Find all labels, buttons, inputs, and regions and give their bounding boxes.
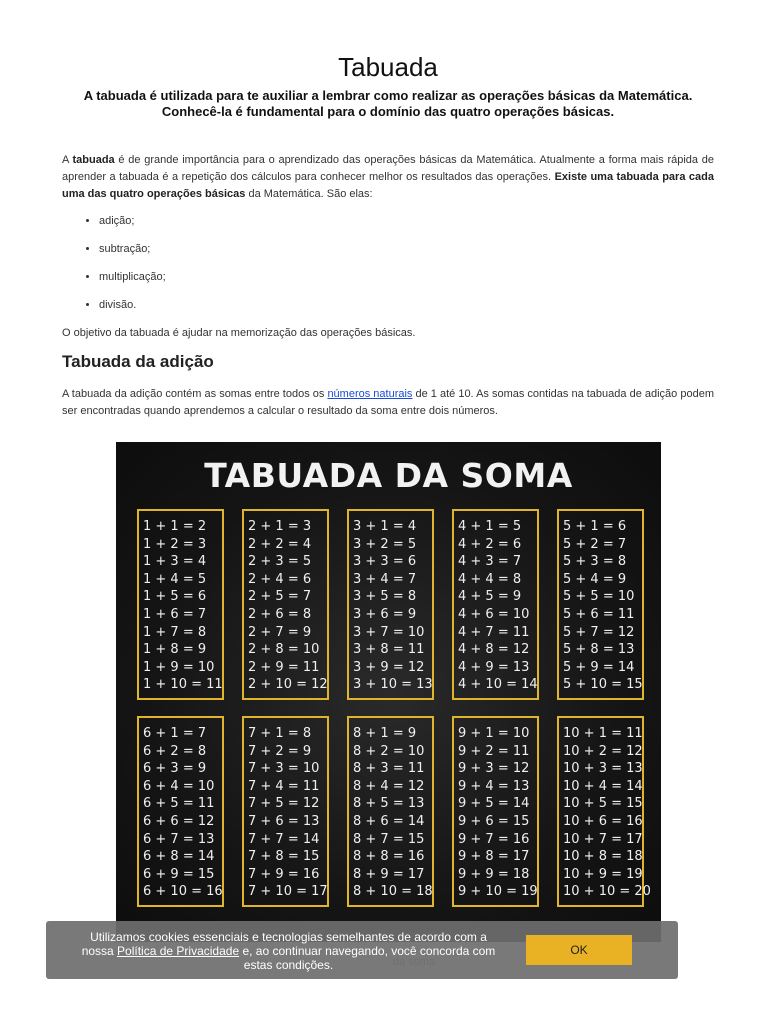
sum-equation: 8 + 1 = 9	[353, 726, 417, 741]
sum-equation: 4 + 3 = 7	[458, 554, 522, 570]
sum-equation: 7 + 9 = 16	[248, 866, 320, 882]
sum-equation: 10 + 9 = 19	[563, 866, 643, 882]
section-text: A tabuada da adição contém as somas entre todos os	[62, 388, 328, 400]
sum-equation: 2 + 8 = 10	[248, 642, 320, 658]
sum-table-box	[452, 509, 539, 700]
sum-table-box	[557, 716, 651, 907]
sum-equation: 3 + 9 = 12	[353, 659, 425, 675]
image-title: TABUADA DA SOMA	[204, 456, 573, 495]
sum-equation: 9 + 1 = 10	[458, 726, 530, 741]
sum-equation: 4 + 4 = 8	[458, 571, 522, 587]
sum-equation: 1 + 6 = 7	[143, 607, 207, 622]
section-heading: Tabuada da adição	[62, 352, 214, 371]
sum-equation: 6 + 1 = 7	[143, 726, 207, 741]
sum-equation: 7 + 4 = 11	[248, 778, 320, 794]
sum-table-box	[137, 509, 224, 700]
list-item: • divisão.	[99, 297, 166, 325]
intro-text: da Matemática. São elas:	[245, 188, 373, 200]
sum-table-box	[242, 509, 329, 700]
sum-equation: 3 + 2 = 5	[353, 536, 417, 552]
sum-equation: 7 + 10 = 17	[248, 884, 328, 900]
sum-table-box	[137, 716, 224, 907]
sum-equation: 6 + 5 = 11	[143, 796, 215, 812]
sum-equation: 1 + 3 = 4	[143, 554, 207, 570]
sum-equation: 10 + 2 = 12	[563, 743, 643, 759]
sum-equation: 10 + 1 = 11	[563, 726, 643, 741]
cookie-banner	[46, 921, 678, 979]
page-title: Tabuada	[338, 52, 438, 82]
list-item: • adição;	[99, 213, 166, 241]
sum-equation: 6 + 7 = 13	[143, 831, 215, 847]
sum-equation: 1 + 9 = 10	[143, 659, 215, 675]
sum-equation: 2 + 2 = 4	[248, 536, 312, 552]
sum-equation: 9 + 8 = 17	[458, 849, 530, 865]
sum-equation: 7 + 1 = 8	[248, 726, 312, 741]
numeros-naturais-link[interactable]: números naturais	[327, 388, 413, 400]
sum-equation: 7 + 2 = 9	[248, 743, 312, 759]
intro-text: A	[62, 154, 73, 166]
sum-equation: 9 + 2 = 11	[458, 743, 530, 759]
sum-equation: 1 + 10 = 11	[143, 677, 223, 693]
sum-equation: 10 + 3 = 13	[563, 761, 643, 777]
sum-equation: 1 + 8 = 9	[143, 642, 207, 658]
sum-equation: 9 + 10 = 19	[458, 884, 538, 900]
section-paragraph	[62, 386, 714, 420]
sum-equation: 8 + 2 = 10	[353, 743, 425, 759]
sum-equation: 3 + 1 = 4	[353, 519, 417, 534]
sum-equation: 2 + 4 = 6	[248, 571, 312, 587]
intro-text: é de grande importância para o aprendizado das operações básicas da Matemática. Atualmente a forma mais rápida de aprender a tabuada é a repetição dos cálculos para conhecer melhor os resultados das operações.	[62, 154, 714, 183]
sum-equation: 10 + 8 = 18	[563, 849, 643, 865]
sum-equation: 6 + 6 = 12	[143, 814, 215, 829]
sum-equation: 3 + 10 = 13	[353, 677, 433, 693]
sum-equation: 2 + 10 = 12	[248, 677, 328, 693]
sum-equation: 7 + 7 = 14	[248, 831, 320, 847]
tabuada-soma-image	[116, 442, 661, 942]
sum-equation: 4 + 7 = 11	[458, 624, 530, 640]
sum-equation: 5 + 1 = 6	[563, 519, 627, 534]
sum-equation: 4 + 1 = 5	[458, 519, 522, 534]
sum-equation: 5 + 7 = 12	[563, 624, 635, 640]
sum-equation: 3 + 6 = 9	[353, 607, 417, 622]
section-text: de 1 até 10. As somas contidas na tabuada de adição podem ser encontradas quando aprendemos a calcular o resultado da soma entre dois números.	[62, 388, 714, 417]
sum-table-box	[452, 716, 539, 907]
sum-equation: 7 + 5 = 12	[248, 796, 320, 812]
cookie-text	[76, 930, 501, 972]
sum-equation: 7 + 8 = 15	[248, 849, 320, 865]
sum-equation: 3 + 8 = 11	[353, 642, 425, 658]
sum-equation: 4 + 9 = 13	[458, 659, 530, 675]
cookie-text-part: e, ao continuar navegando, você concorda com estas condições.	[239, 944, 496, 972]
sum-equation: 2 + 9 = 11	[248, 659, 320, 675]
sum-equation: 2 + 5 = 7	[248, 589, 312, 605]
sum-equation: 5 + 9 = 14	[563, 659, 635, 675]
sum-equation: 9 + 9 = 18	[458, 866, 530, 882]
sum-equation: 3 + 7 = 10	[353, 624, 425, 640]
intro-bold-tabuada: tabuada	[72, 154, 115, 166]
sum-equation: 2 + 3 = 5	[248, 554, 312, 570]
sum-equation: 1 + 1 = 2	[143, 519, 207, 534]
sum-equation: 9 + 3 = 12	[458, 761, 530, 777]
cookie-text-part: Utilizamos cookies essenciais e tecnologias semelhantes de acordo com a nossa	[81, 930, 487, 958]
sum-equation: 9 + 7 = 16	[458, 831, 530, 847]
sum-equation: 6 + 2 = 8	[143, 743, 207, 759]
list-item: • subtração;	[99, 241, 166, 269]
sum-table-box	[347, 716, 434, 907]
list-item: • multiplicação;	[99, 269, 166, 297]
sum-equation: 9 + 6 = 15	[458, 814, 530, 829]
ok-button[interactable]: OK	[526, 935, 632, 965]
sum-table-box	[242, 716, 329, 907]
sum-equation: 4 + 2 = 6	[458, 536, 522, 552]
sum-table-box	[347, 509, 434, 700]
sum-equation: 6 + 9 = 15	[143, 866, 215, 882]
intro-bold-four-operations: Existe uma tabuada para cada uma das quatro operações básicas	[62, 171, 715, 200]
sum-equation: 7 + 6 = 13	[248, 814, 320, 829]
sum-equation: 1 + 5 = 6	[143, 589, 207, 605]
sum-equation: 6 + 10 = 16	[143, 884, 223, 900]
sum-equation: 5 + 6 = 11	[563, 607, 635, 622]
sum-equation: 8 + 9 = 17	[353, 866, 425, 882]
sum-equation: 8 + 5 = 13	[353, 796, 425, 812]
sum-equation: 8 + 7 = 15	[353, 831, 425, 847]
sum-equation: 5 + 10 = 15	[563, 677, 643, 693]
sum-equation: 9 + 4 = 13	[458, 778, 530, 794]
sum-equation: 10 + 10 = 20	[563, 884, 651, 900]
sum-equation: 8 + 3 = 11	[353, 761, 425, 777]
objective-paragraph: O objetivo da tabuada é ajudar na memorização das operações básicas.	[62, 327, 416, 339]
sum-equation: 7 + 3 = 10	[248, 761, 320, 777]
sum-equation: 3 + 5 = 8	[353, 589, 417, 605]
sum-equation: 4 + 5 = 9	[458, 589, 522, 605]
page-subtitle: A tabuada é utilizada para te auxiliar a lembrar como realizar as operações básicas da Matemática. Conhecê-la é fundamental para o domínio das quatro operações básicas.	[83, 88, 693, 119]
sum-equation: 5 + 5 = 10	[563, 589, 635, 605]
sum-equation: 4 + 6 = 10	[458, 607, 530, 622]
intro-paragraph	[62, 152, 714, 203]
privacy-policy-link[interactable]: Política de Privacidade	[117, 944, 240, 958]
sum-equation: 3 + 4 = 7	[353, 571, 417, 587]
sum-equation: 1 + 7 = 8	[143, 624, 207, 640]
sum-equation: 6 + 4 = 10	[143, 778, 215, 794]
operations-list	[84, 213, 166, 325]
sum-equation: 5 + 4 = 9	[563, 571, 627, 587]
sum-equation: 9 + 5 = 14	[458, 796, 530, 812]
sum-equation: 2 + 1 = 3	[248, 519, 312, 534]
sum-equation: 10 + 5 = 15	[563, 796, 643, 812]
sum-equation: 5 + 8 = 13	[563, 642, 635, 658]
sum-equation: 6 + 8 = 14	[143, 849, 215, 865]
sum-equation: 10 + 7 = 17	[563, 831, 643, 847]
sum-equation: 4 + 8 = 12	[458, 642, 530, 658]
sum-equation: 2 + 7 = 9	[248, 624, 312, 640]
sum-equation: 5 + 3 = 8	[563, 554, 627, 570]
sum-equation: 8 + 10 = 18	[353, 884, 433, 900]
sum-equation: 5 + 2 = 7	[563, 536, 627, 552]
sum-equation: 4 + 10 = 14	[458, 677, 538, 693]
sum-equation: 10 + 4 = 14	[563, 778, 643, 794]
sum-equation: 8 + 4 = 12	[353, 778, 425, 794]
sum-table-box	[557, 509, 644, 700]
sum-equation: 10 + 6 = 16	[563, 814, 643, 829]
sum-equation: 1 + 4 = 5	[143, 571, 207, 587]
sum-equation: 3 + 3 = 6	[353, 554, 417, 570]
sum-equation: 6 + 3 = 9	[143, 761, 207, 777]
sum-equation: 8 + 6 = 14	[353, 814, 425, 829]
sum-equation: 1 + 2 = 3	[143, 536, 207, 552]
sum-equation: 2 + 6 = 8	[248, 607, 312, 622]
sum-equation: 8 + 8 = 16	[353, 849, 425, 865]
